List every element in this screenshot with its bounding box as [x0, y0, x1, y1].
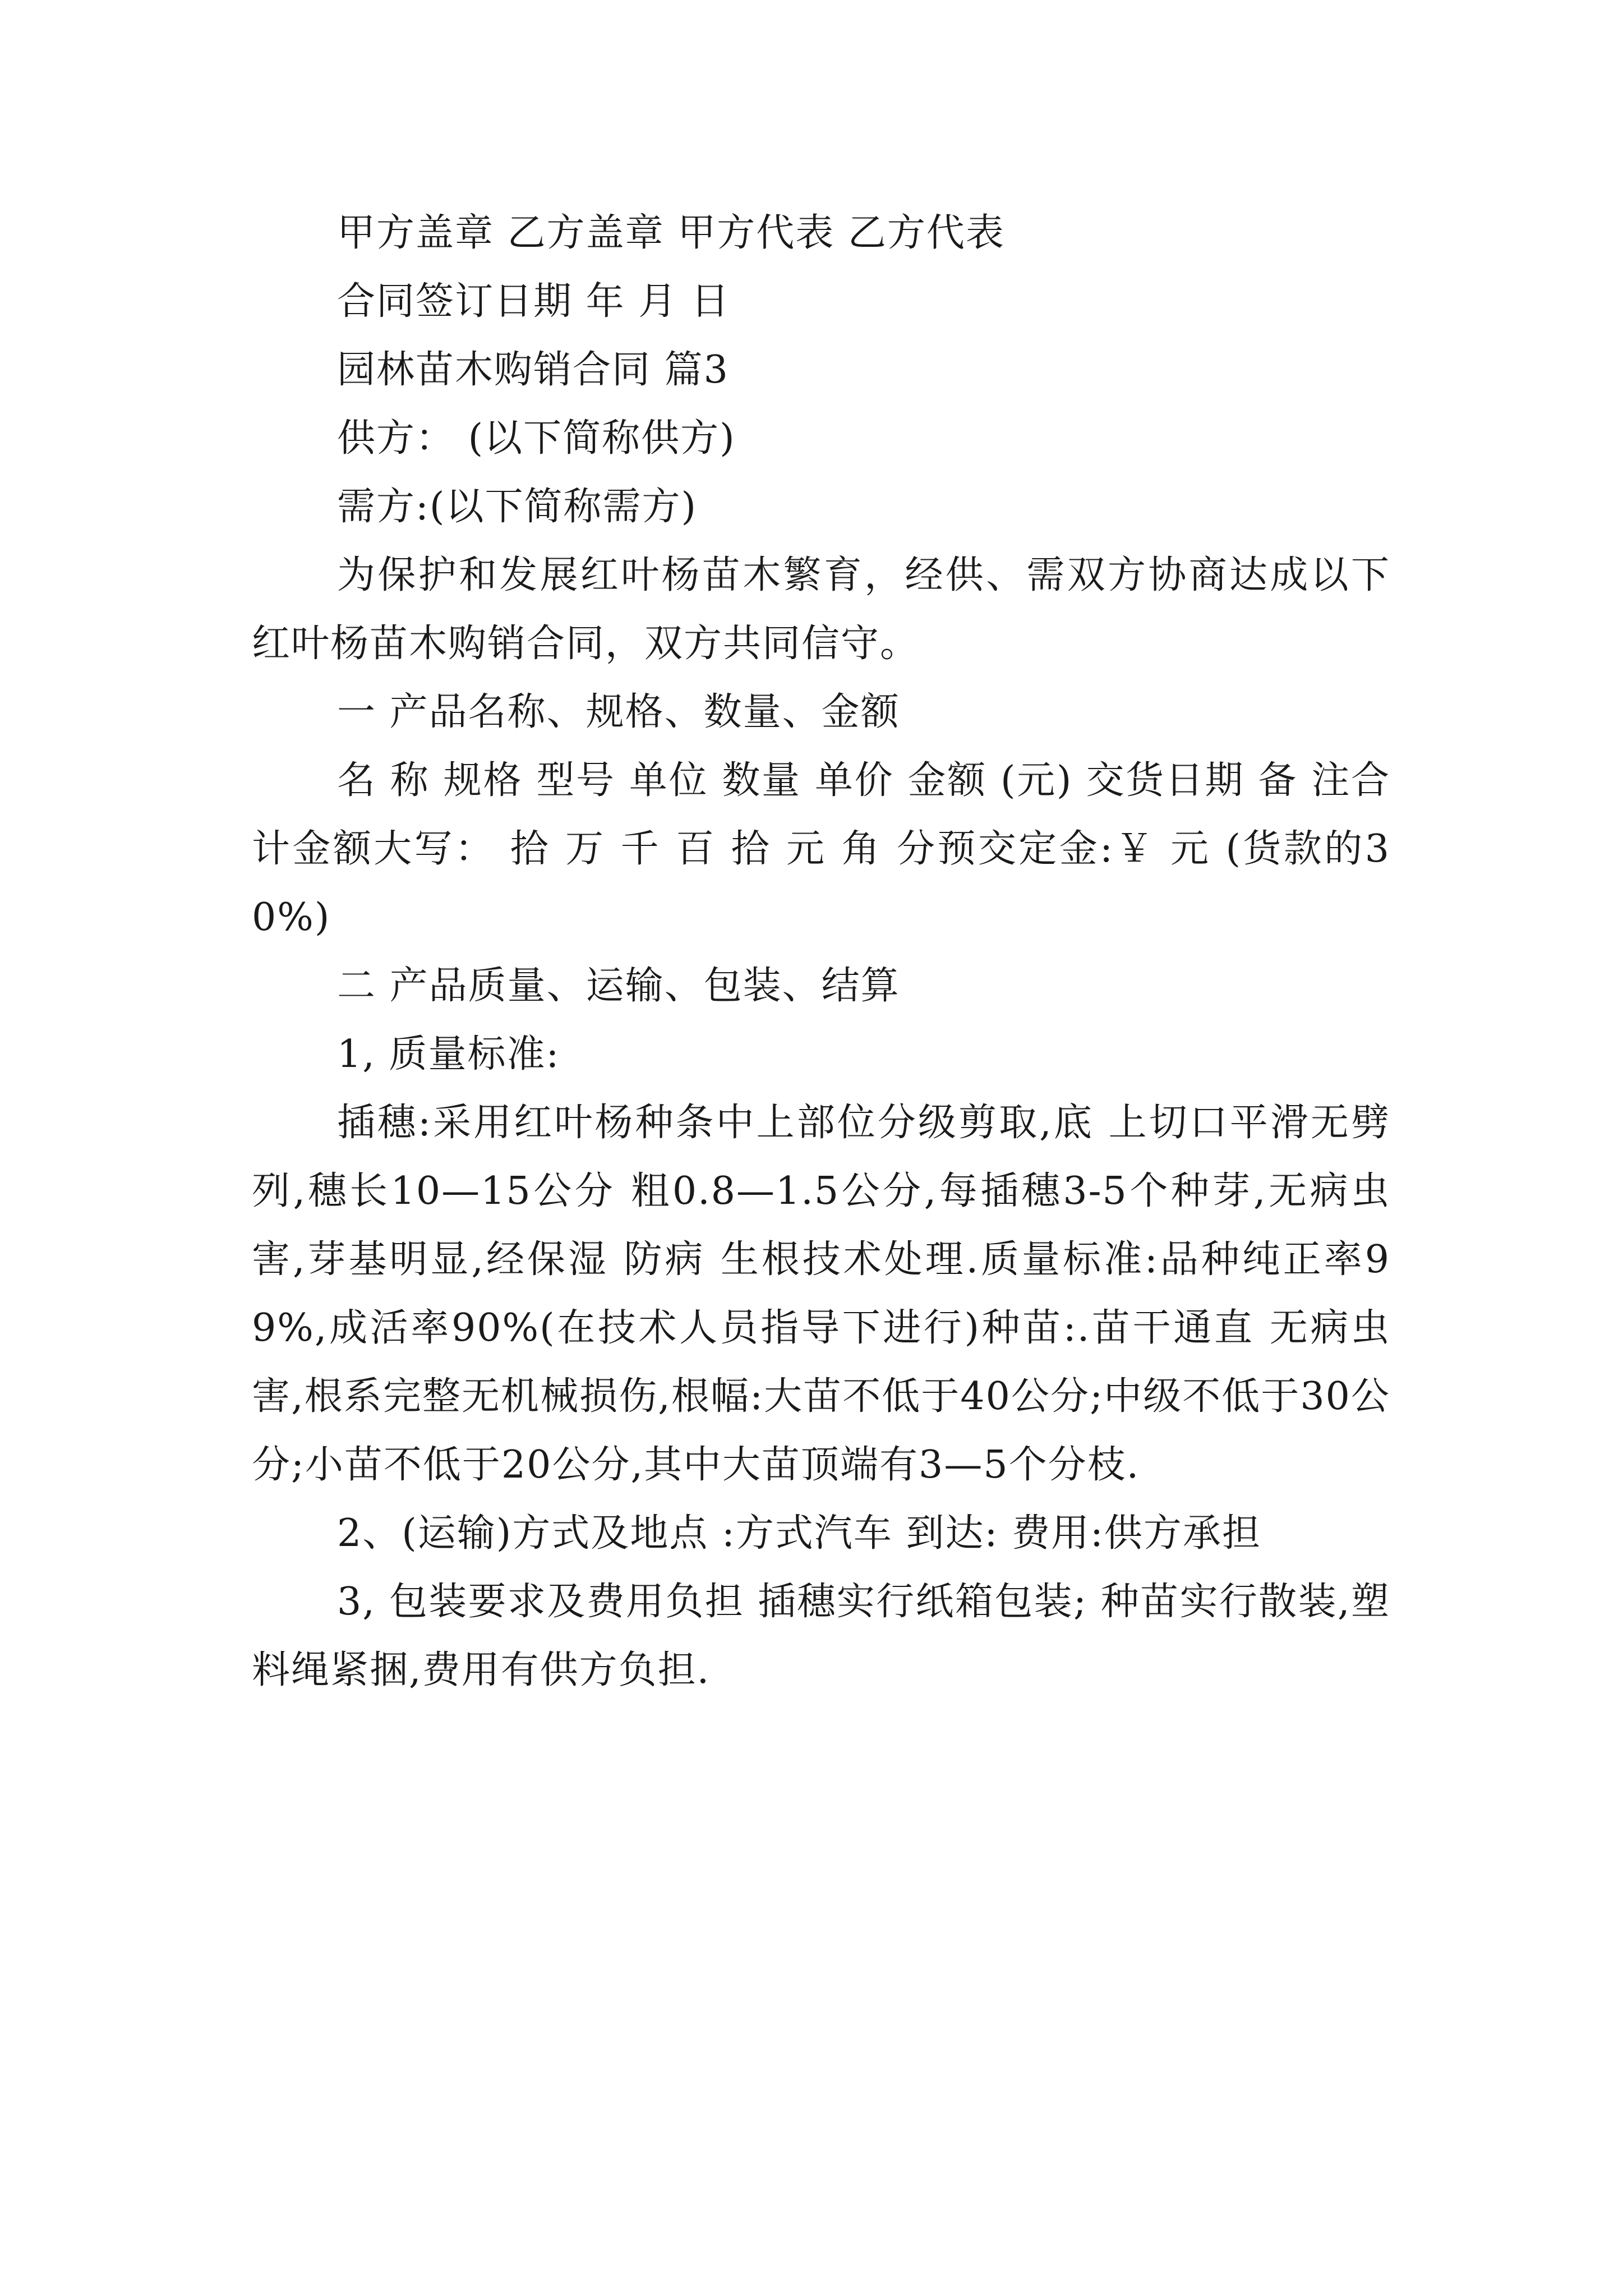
document-body	[252, 199, 1390, 1705]
signature-line: 甲方盖章 乙方盖章 甲方代表 乙方代表	[337, 211, 1005, 255]
section-heading-quality: 二 产品质量、运输、包装、结算	[337, 964, 900, 1008]
packaging-paragraph: 3, 包装要求及费用负担 插穗实行纸箱包装; 种苗实行散装,塑料绳紧捆,费用有供方负担.	[252, 1580, 1390, 1692]
product-fields-paragraph: 名 称 规格 型号 单位 数量 单价 金额 (元) 交货日期 备 注合计金额大写： 拾 万 千 百 拾 元 角 分预交定金:￥ 元 (货款的30%)	[252, 758, 1390, 940]
quality-standard-heading: 1, 质量标准:	[337, 1032, 560, 1076]
section-heading-product: 一 产品名称、规格、数量、金额	[337, 690, 900, 734]
transport-paragraph: 2、(运输)方式及地点 :方式汽车 到达: 费用:供方承担	[337, 1511, 1261, 1556]
quality-standard-paragraph: 插穗:采用红叶杨种条中上部位分级剪取,底 上切口平滑无劈列,穗长10—15公分 粗0.8—1.5公分,每插穗3-5个种芽,无病虫害,芽基明显,经保湿 防病 生根技术处理.质量标准:品种纯正率99%,成活率90%(在技术人员指导下进行)种苗:.苗干通直 无病虫害,根系完整无机械损伤,根幅:大苗不低于40公分;中级不低于30公分;小苗不低于20公分,其中大苗顶端有3—5个分枝.	[252, 1101, 1390, 1487]
supplier-line: 供方： (以下简称供方)	[337, 416, 736, 461]
signing-date-line: 合同签订日期 年 月 日	[337, 279, 730, 324]
contract-title: 园林苗木购销合同 篇3	[337, 348, 729, 392]
buyer-line: 需方:(以下简称需方)	[337, 485, 697, 529]
preamble-paragraph: 为保护和发展红叶杨苗木繁育，经供、需双方协商达成以下红叶杨苗木购销合同，双方共同信守。	[252, 553, 1390, 666]
